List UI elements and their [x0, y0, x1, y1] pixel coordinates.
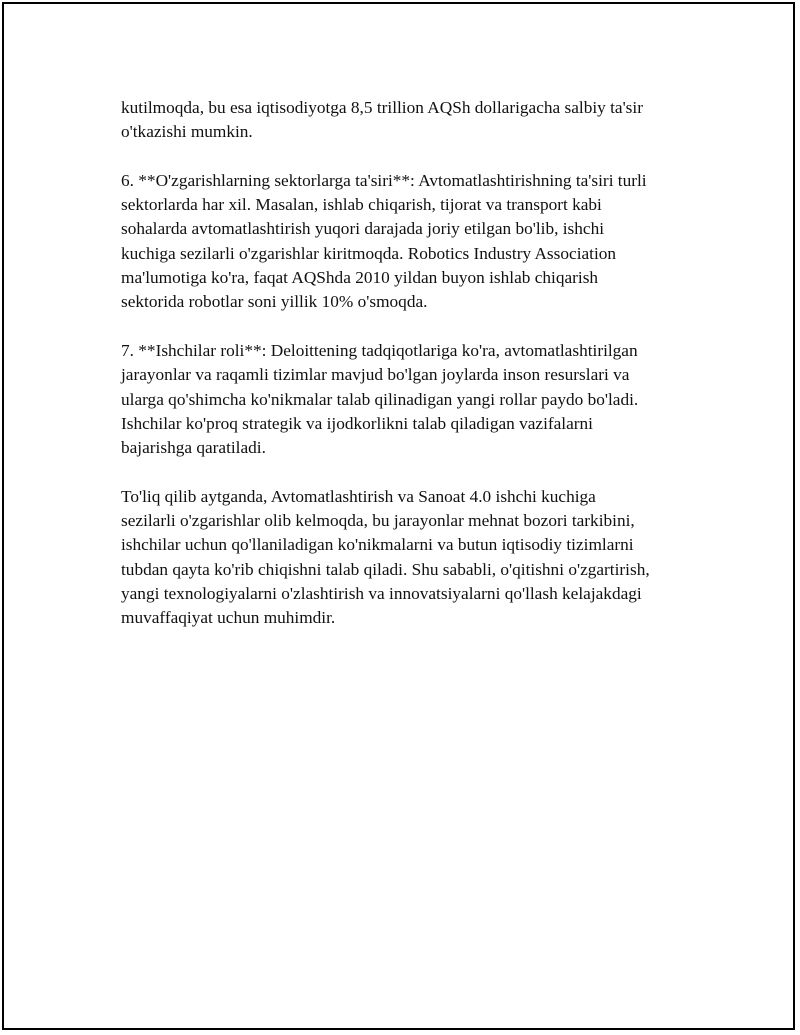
text-line: ularga qo'shimcha ko'nikmalar talab qilinadigan yangi rollar paydo bo'ladi. — [121, 389, 639, 409]
text-line: 7. **Ishchilar roli**: Deloittening tadqiqotlariga ko'ra, avtomatlashtirilgan — [121, 340, 638, 360]
paragraph-conclusion — [121, 485, 701, 631]
text-line: sektorida robotlar soni yillik 10% o'smoqda. — [121, 292, 428, 312]
paragraph-workers-role — [121, 339, 701, 460]
text-line: sektorlarda har xil. Masalan, ishlab chiqarish, tijorat va transport kabi — [121, 195, 602, 215]
text-line: jarayonlar va raqamli tizimlar mavjud bo'lgan joylarda inson resurslari va — [121, 365, 630, 385]
text-line: o'tkazishi mumkin. — [121, 122, 253, 142]
text-line: kuchiga sezilarli o'zgarishlar kiritmoqda. Robotics Industry Association — [121, 243, 617, 263]
text-line: bajarishga qaratiladi. — [121, 438, 266, 458]
text-line: ishchilar uchun qo'llaniladigan ko'nikmalarni va butun iqtisodiy tizimlarni — [121, 535, 634, 555]
text-line: kutilmoqda, bu esa iqtisodiyotga 8,5 trillion AQSh dollarigacha salbiy ta'sir — [121, 98, 643, 117]
text-line: 6. **O'zgarishlarning sektorlarga ta'siri**: Avtomatlashtirishning ta'siri turli — [121, 170, 647, 190]
text-line: yangi texnologiyalarni o'zlashtirish va innovatsiyalarni qo'llash kelajakdagi — [121, 583, 642, 603]
document-body — [121, 96, 701, 655]
text-line: To'liq qilib aytganda, Avtomatlashtirish va Sanoat 4.0 ishchi kuchiga — [121, 486, 596, 506]
text-line: sezilarli o'zgarishlar olib kelmoqda, bu jarayonlar mehnat bozori tarkibini, — [121, 511, 635, 531]
text-line: ma'lumotiga ko'ra, faqat AQShda 2010 yildan buyon ishlab chiqarish — [121, 268, 599, 288]
paragraph-continuation — [121, 96, 701, 145]
paragraph-sector-impact — [121, 169, 701, 315]
page-frame — [2, 2, 795, 1030]
text-line: Ishchilar ko'proq strategik va ijodkorlikni talab qiladigan vazifalarni — [121, 413, 593, 433]
text-line: muvaffaqiyat uchun muhimdir. — [121, 608, 336, 628]
text-line: tubdan qayta ko'rib chiqishni talab qiladi. Shu sababli, o'qitishni o'zgartirish, — [121, 559, 650, 579]
text-line: sohalarda avtomatlashtirish yuqori darajada joriy etilgan bo'lib, ishchi — [121, 219, 605, 239]
